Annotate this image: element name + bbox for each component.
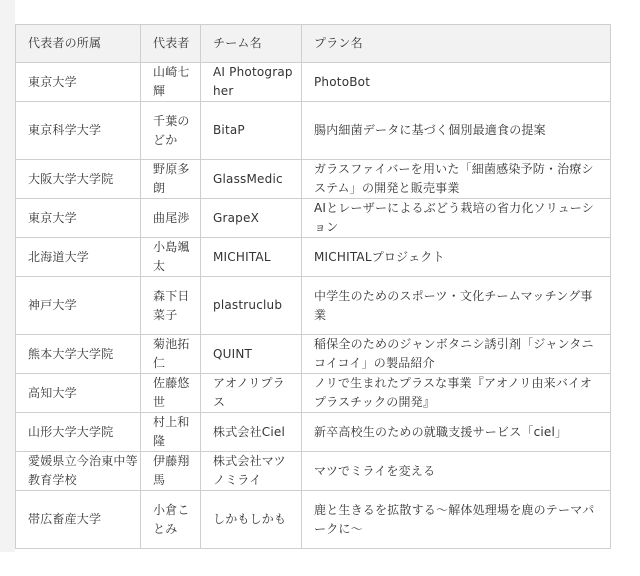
cell-team: QUINT [201,335,302,374]
cell-team: plastruclub [201,277,302,335]
table-row [16,452,611,491]
cell-representative: 野原多朗 [141,160,201,199]
cell-representative: 伊藤翔馬 [141,452,201,491]
cell-plan: 腸内細菌データに基づく個別最適食の提案 [302,102,611,160]
header-plan: プラン名 [302,25,611,63]
table-row [16,335,611,374]
cell-affiliation: 愛媛県立今治東中等教育学校 [16,452,141,491]
cell-affiliation: 大阪大学大学院 [16,160,141,199]
table-header-row [16,25,611,63]
table-row [16,413,611,452]
table-row [16,102,611,160]
cell-team: GlassMedic [201,160,302,199]
cell-plan: マツでミライを変える [302,452,611,491]
cell-affiliation: 熊本大学大学院 [16,335,141,374]
header-team: チーム名 [201,25,302,63]
cell-affiliation: 北海道大学 [16,238,141,277]
table-row [16,277,611,335]
cell-team: AI Photographer [201,63,302,102]
cell-representative: 菊池拓仁 [141,335,201,374]
team-plan-table [15,24,611,549]
cell-affiliation: 東京科学大学 [16,102,141,160]
cell-team: GrapeX [201,199,302,238]
cell-team: アオノリプラス [201,374,302,413]
cell-plan: 鹿と生きるを拡散する〜解体処理場を鹿のテーマパークに〜 [302,491,611,549]
cell-affiliation: 東京大学 [16,63,141,102]
cell-representative: 森下日菜子 [141,277,201,335]
table-row [16,238,611,277]
header-affiliation: 代表者の所属 [16,25,141,63]
table-row [16,199,611,238]
cell-plan: MICHITALプロジェクト [302,238,611,277]
cell-representative: 千葉のどか [141,102,201,160]
cell-team: 株式会社Ciel [201,413,302,452]
cell-plan: 中学生のためのスポーツ・文化チームマッチング事業 [302,277,611,335]
cell-team: BitaP [201,102,302,160]
cell-representative: 小島颯太 [141,238,201,277]
cell-plan: AIとレーザーによるぶどう栽培の省力化ソリューション [302,199,611,238]
left-margin-strip [0,0,15,552]
cell-affiliation: 東京大学 [16,199,141,238]
cell-representative: 佐藤悠世 [141,374,201,413]
cell-team: MICHITAL [201,238,302,277]
header-representative: 代表者 [141,25,201,63]
cell-affiliation: 高知大学 [16,374,141,413]
table-row [16,160,611,199]
cell-affiliation: 山形大学大学院 [16,413,141,452]
cell-representative: 村上和隆 [141,413,201,452]
cell-affiliation: 帯広畜産大学 [16,491,141,549]
table-row [16,374,611,413]
cell-representative: 小倉ことみ [141,491,201,549]
cell-team: 株式会社マツノミライ [201,452,302,491]
cell-plan: ガラスファイバーを用いた「細菌感染予防・治療システム」の開発と販売事業 [302,160,611,199]
top-gap [15,0,625,24]
table-row [16,63,611,102]
cell-plan: 新卒高校生のための就職支援サービス「ciel」 [302,413,611,452]
cell-representative: 山崎七輝 [141,63,201,102]
cell-representative: 曲尾渉 [141,199,201,238]
cell-plan: 稲保全のためのジャンボタニシ誘引剤「ジャンタニコイコイ」の製品紹介 [302,335,611,374]
cell-team: しかもしかも [201,491,302,549]
table-row [16,491,611,549]
bottom-margin-strip [0,552,640,576]
cell-plan: ノリで生まれたプラスな事業『アオノリ由来バイオプラスチックの開発』 [302,374,611,413]
cell-plan: PhotoBot [302,63,611,102]
cell-affiliation: 神戸大学 [16,277,141,335]
